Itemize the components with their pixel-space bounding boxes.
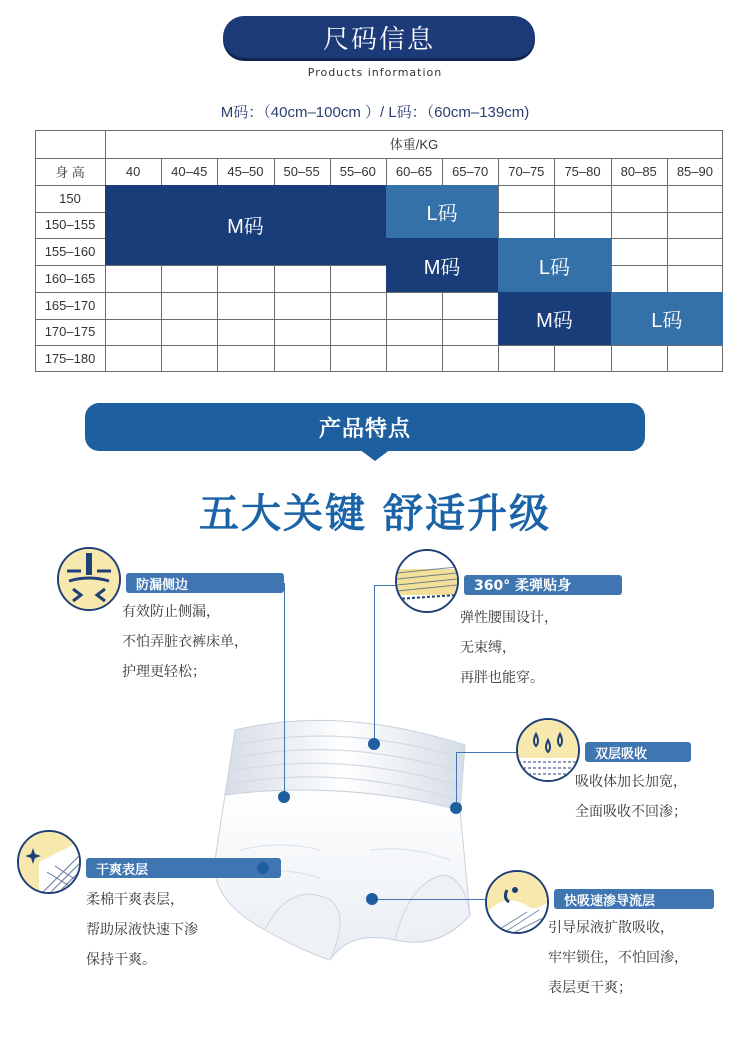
leader-line-elastic-waist	[374, 585, 396, 586]
features-title: 产品特点	[318, 416, 411, 442]
feature-tag-dry-surface: 干爽表层	[86, 858, 281, 878]
weight-col-label: 65–70	[452, 163, 489, 179]
table-row-line	[35, 345, 723, 346]
leak-guard-icon	[57, 547, 121, 611]
size-block-m: M码	[105, 185, 386, 265]
leader-line-flow-layer	[378, 899, 486, 900]
feature-tag-double-absorb: 双层吸收	[585, 742, 691, 762]
weight-col-label: 45–50	[227, 163, 264, 179]
table-border-bottom	[35, 371, 723, 372]
leader-dot-flow-layer	[366, 893, 378, 905]
weight-col-label: 85–90	[676, 163, 713, 179]
feature-tag-leak-guard: 防漏侧边	[126, 573, 284, 593]
feature-tag-elastic-waist: 360° 柔弹贴身	[464, 575, 622, 595]
feature-desc-elastic-waist: 弹性腰围设计， 无束缚， 再胖也能穿。	[460, 610, 558, 686]
feature-desc-double-absorb: 吸收体加长加宽， 全面吸收不回渗；	[575, 774, 687, 820]
weight-col-label: 55–60	[339, 163, 376, 179]
height-row-label: 150–155	[44, 217, 96, 233]
features-banner-pointer	[359, 449, 391, 461]
leader-line-double-absorb-v	[456, 752, 457, 804]
height-row-label: 150	[59, 190, 81, 206]
height-row-label: 160–165	[44, 270, 96, 286]
elastic-waist-icon	[395, 549, 459, 613]
leader-line-double-absorb	[456, 752, 516, 753]
table-row-line	[35, 158, 105, 159]
height-row-label: 175–180	[44, 351, 96, 367]
size-info-banner	[223, 16, 535, 58]
size-range-line: M码：（40cm–100cm ）/ L码：（60cm–139cm)	[220, 104, 530, 121]
feature-desc-flow-layer: 引导尿液扩散吸收， 牢牢锁住，不怕回渗， 表层更干爽；	[548, 920, 688, 996]
table-border-top	[35, 130, 723, 131]
dry-surface-icon	[17, 830, 81, 894]
weight-col-label: 80–85	[620, 163, 657, 179]
feature-desc-dry-surface: 柔棉干爽表层， 帮助尿液快速下渗 保持干爽。	[86, 892, 198, 968]
height-header: 身 高	[55, 165, 85, 180]
leader-dot-double-absorb	[450, 802, 462, 814]
feature-desc-leak-guard: 有效防止侧漏， 不怕弄脏衣裤床单， 护理更轻松；	[122, 604, 248, 680]
weight-col-label: 75–80	[564, 163, 601, 179]
height-row-label: 170–175	[44, 324, 96, 340]
weight-col-label: 40–45	[171, 163, 208, 179]
size-block-m: M码	[386, 238, 498, 292]
size-block-m: M码	[498, 292, 610, 346]
weight-header: 体重/KG	[389, 137, 439, 152]
leader-line-elastic-waist-v	[374, 585, 375, 743]
size-block-l: L码	[386, 185, 498, 239]
table-row-line	[35, 265, 723, 266]
weight-col-label: 70–75	[508, 163, 545, 179]
size-block-l: L码	[611, 292, 723, 346]
feature-tag-flow-layer: 快吸速渗导流层	[554, 889, 714, 909]
droplets-icon	[516, 718, 580, 782]
table-header-line	[105, 158, 723, 159]
leader-dot-dry-surface	[257, 862, 269, 874]
diaper-pants-image	[180, 700, 500, 990]
size-info-subtitle: Products information	[307, 66, 443, 79]
weight-col-label: 50–55	[283, 163, 320, 179]
leader-dot-elastic-waist	[368, 738, 380, 750]
leader-line-leak-guard	[284, 583, 285, 798]
size-info-title: 尺码信息	[322, 24, 435, 55]
size-chart-table	[35, 130, 723, 372]
features-banner	[85, 403, 645, 451]
leader-dot-leak-guard	[278, 791, 290, 803]
height-row-label: 165–170	[44, 297, 96, 313]
size-block-l: L码	[498, 238, 610, 292]
wave-flow-icon	[485, 870, 549, 934]
height-row-label: 155–160	[44, 244, 96, 260]
weight-col-label: 60–65	[395, 163, 433, 179]
weight-col-label: 40	[125, 163, 141, 179]
features-slogan: 五大关键 舒适升级	[199, 491, 551, 537]
